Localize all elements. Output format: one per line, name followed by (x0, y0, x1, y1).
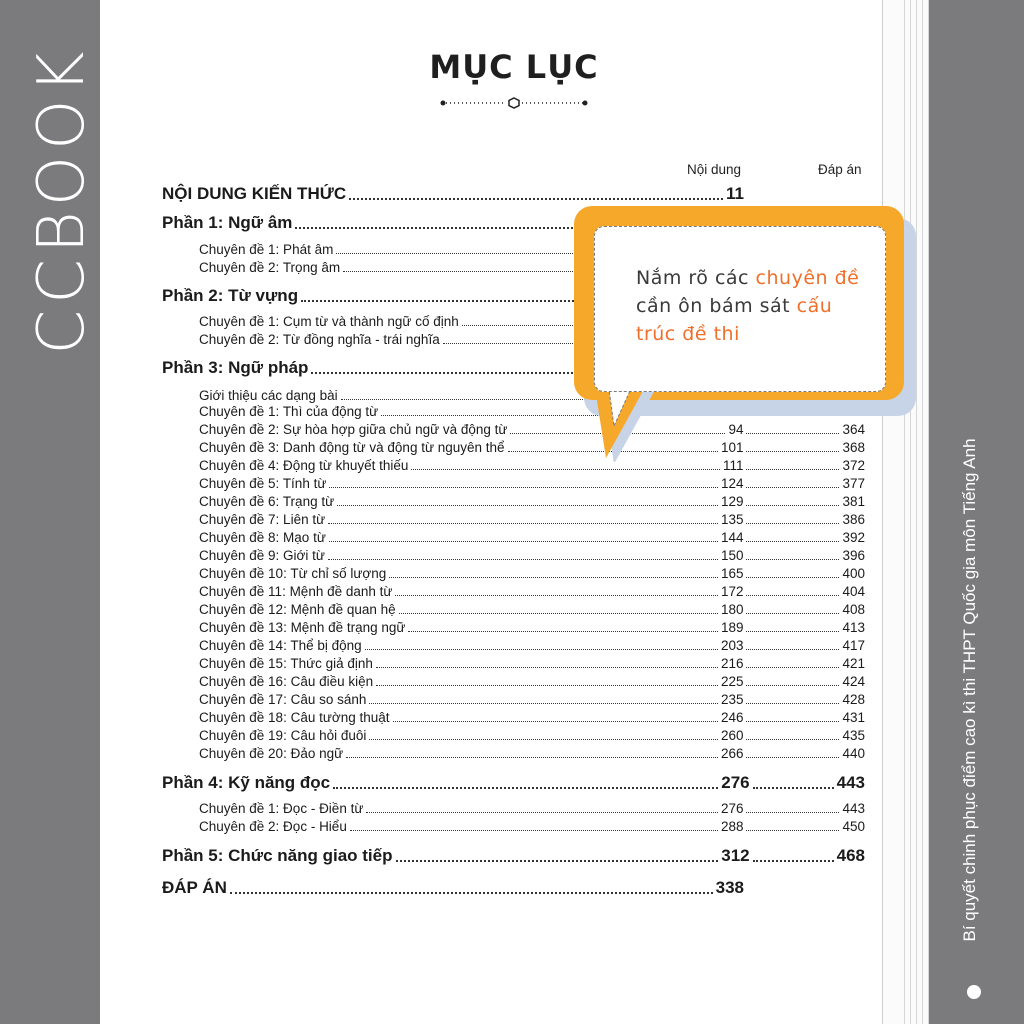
toc-entry-label: Chuyên đề 2: Đọc - Hiểu (199, 819, 347, 834)
callout-tail (588, 382, 678, 462)
dot-leader (746, 649, 839, 650)
toc-entry-label: Chuyên đề 7: Liên từ (199, 512, 326, 527)
toc-answer-page: 396 (842, 548, 865, 563)
dot-leader (746, 812, 839, 813)
toc-content-page: 180 (720, 602, 744, 617)
dot-leader (746, 577, 839, 578)
dot-leader (393, 721, 718, 722)
dot-leader (395, 595, 718, 596)
dot-leader (230, 892, 713, 894)
toc-topic-row[interactable] (199, 602, 865, 617)
dot-leader (399, 613, 718, 614)
tagline-text: Bí quyết chinh phục điểm cao kì thi THPT Quốc gia môn Tiếng Anh (960, 438, 979, 942)
toc-content-page: 150 (720, 548, 744, 563)
dot-leader (746, 469, 839, 470)
toc-answer-page: 468 (836, 846, 865, 865)
toc-topic-row[interactable] (199, 801, 865, 816)
toc-content-page: 216 (720, 656, 744, 671)
toc-topic-row[interactable] (199, 548, 865, 563)
toc-answer-page: 392 (842, 530, 865, 545)
toc-answer-page: 424 (842, 674, 865, 689)
toc-topic-row[interactable] (199, 620, 865, 635)
dot-leader (746, 685, 839, 686)
dot-leader (746, 595, 839, 596)
toc-topic-row[interactable] (199, 819, 865, 834)
toc-entry-label: Chuyên đề 5: Tính từ (199, 476, 327, 491)
toc-entry-label: Chuyên đề 2: Sự hòa hợp giữa chủ ngữ và động từ (199, 422, 508, 437)
dot-leader (746, 613, 839, 614)
toc-topic-row[interactable] (199, 530, 865, 545)
dot-leader (746, 523, 839, 524)
dot-leader (389, 577, 718, 578)
dot-leader (349, 198, 723, 200)
toc-entry-label: Phần 5: Chức năng giao tiếp (162, 846, 393, 865)
toc-section-row[interactable] (162, 878, 744, 898)
toc-topic-row[interactable] (199, 728, 865, 743)
column-header-answer: Đáp án (818, 162, 862, 177)
toc-entry-label: Chuyên đề 1: Đọc - Điền từ (199, 801, 364, 816)
callout-highlight: chuyên đề (755, 267, 860, 289)
toc-answer-page: 428 (842, 692, 865, 707)
toc-content-page: 276 (721, 773, 750, 792)
dot-leader (346, 757, 718, 758)
toc-answer-page: 417 (842, 638, 865, 653)
toc-entry-label: Chuyên đề 6: Trạng từ (199, 494, 335, 509)
toc-entry-label: Chuyên đề 1: Phát âm (199, 242, 334, 257)
dot-leader (365, 649, 718, 650)
toc-entry-label: Chuyên đề 10: Từ chỉ số lượng (199, 566, 387, 581)
toc-content-page: 246 (720, 710, 744, 725)
toc-content-page: 189 (720, 620, 744, 635)
toc-answer-page: 431 (842, 710, 865, 725)
dot-leader (333, 787, 718, 789)
toc-topic-row[interactable] (199, 584, 865, 599)
dot-leader (746, 757, 839, 758)
toc-answer-page: 440 (842, 746, 865, 761)
toc-topic-row[interactable] (199, 710, 865, 725)
dot-leader (746, 487, 839, 488)
toc-answer-page: 404 (842, 584, 865, 599)
dot-leader (369, 739, 718, 740)
toc-answer-page: 381 (842, 494, 865, 509)
toc-content-page: 235 (720, 692, 744, 707)
toc-entry-label: Chuyên đề 2: Từ đồng nghĩa - trái nghĩa (199, 332, 440, 347)
toc-content-page: 135 (720, 512, 744, 527)
dot-leader (396, 860, 719, 862)
toc-topic-row[interactable] (199, 692, 865, 707)
toc-entry-label: Chuyên đề 8: Mạo từ (199, 530, 326, 545)
toc-section-row[interactable] (162, 846, 865, 866)
dot-leader (746, 830, 839, 831)
toc-entry-label: Chuyên đề 3: Danh động từ và động từ nguyên thể (199, 440, 505, 455)
toc-content-page: 312 (721, 846, 750, 865)
dot-leader (328, 559, 718, 560)
dot-leader (411, 469, 720, 470)
toc-entry-label: Chuyên đề 14: Thể bị động (199, 638, 362, 653)
toc-topic-row[interactable] (199, 512, 865, 527)
dot-leader (746, 631, 839, 632)
callout-text (636, 264, 864, 348)
brand-strip (0, 0, 100, 1024)
toc-topic-row[interactable] (199, 440, 865, 455)
dot-leader (376, 685, 718, 686)
dot-leader (408, 631, 718, 632)
toc-entry-label: Giới thiệu các dạng bài (199, 388, 338, 403)
tagline-bullet-icon (967, 985, 981, 999)
dot-leader (329, 541, 718, 542)
toc-answer-page: 413 (842, 620, 865, 635)
toc-content-page: 338 (715, 878, 744, 897)
toc-entry-label: Chuyên đề 15: Thức giả định (199, 656, 373, 671)
dot-leader (746, 559, 839, 560)
toc-answer-page: 368 (842, 440, 865, 455)
toc-answer-page: 364 (842, 422, 865, 437)
toc-entry-label: ĐÁP ÁN (162, 878, 227, 897)
toc-entry-label: Phần 1: Ngữ âm (162, 213, 293, 232)
toc-entry-label: Chuyên đề 1: Thì của động từ (199, 404, 379, 419)
dot-leader (329, 487, 718, 488)
toc-section-row[interactable] (162, 184, 744, 204)
toc-answer-page: 421 (842, 656, 865, 671)
toc-entry-label: Chuyên đề 9: Giới từ (199, 548, 325, 563)
toc-content-page: 11 (726, 184, 744, 203)
toc-entry-label: Chuyên đề 11: Mệnh đề danh từ (199, 584, 393, 599)
toc-topic-row[interactable] (199, 494, 865, 509)
title-ornament-icon (440, 96, 588, 110)
toc-content-page: 203 (720, 638, 744, 653)
toc-content-page: 144 (720, 530, 744, 545)
toc-topic-row[interactable] (199, 674, 865, 689)
toc-content-page: 266 (720, 746, 744, 761)
toc-content-page: 129 (720, 494, 744, 509)
toc-answer-page: 408 (842, 602, 865, 617)
dot-leader (746, 505, 839, 506)
column-header-content: Nội dung (687, 162, 742, 177)
toc-content-page: 288 (720, 819, 744, 834)
toc-topic-row[interactable] (199, 566, 865, 581)
toc-content-page: 124 (720, 476, 744, 491)
callout-text-part: cần ôn bám sát (636, 295, 797, 317)
toc-topic-row[interactable] (199, 746, 865, 761)
toc-answer-page: 450 (842, 819, 865, 834)
toc-topic-row[interactable] (199, 476, 865, 491)
toc-content-page: 94 (728, 422, 744, 437)
toc-entry-label: Chuyên đề 13: Mệnh đề trạng ngữ (199, 620, 406, 635)
toc-content-page: 111 (722, 458, 744, 473)
dot-leader (369, 703, 718, 704)
toc-entry-label: Chuyên đề 16: Câu điều kiện (199, 674, 374, 689)
toc-entry-label: Phần 3: Ngữ pháp (162, 358, 309, 377)
toc-answer-page: 377 (842, 476, 865, 491)
dot-leader (746, 451, 839, 452)
toc-entry-label: NỘI DUNG KIẾN THỨC (162, 184, 347, 203)
brand-logo: CCBOOK (25, 45, 99, 355)
toc-section-row[interactable] (162, 773, 865, 793)
toc-answer-page: 386 (842, 512, 865, 527)
toc-entry-label: Chuyên đề 20: Đảo ngữ (199, 746, 344, 761)
dot-leader (350, 830, 718, 831)
toc-answer-page: 435 (842, 728, 865, 743)
toc-entry-label: Chuyên đề 17: Câu so sánh (199, 692, 367, 707)
toc-topic-row[interactable] (199, 638, 865, 653)
toc-content-page: 101 (720, 440, 744, 455)
toc-entry-label: Phần 2: Từ vựng (162, 286, 299, 305)
toc-entry-label: Chuyên đề 1: Cụm từ và thành ngữ cố định (199, 314, 459, 329)
toc-answer-page: 372 (842, 458, 865, 473)
toc-topic-row[interactable] (199, 458, 865, 473)
dot-leader (366, 812, 718, 813)
toc-content-page: 225 (720, 674, 744, 689)
dot-leader (746, 739, 839, 740)
toc-entry-label: Chuyên đề 4: Động từ khuyết thiếu (199, 458, 409, 473)
dot-leader (746, 703, 839, 704)
dot-leader (328, 523, 718, 524)
dot-leader (376, 667, 718, 668)
toc-entry-label: Chuyên đề 19: Câu hỏi đuôi (199, 728, 367, 743)
toc-entry-label: Chuyên đề 2: Trọng âm (199, 260, 341, 275)
dot-leader (746, 433, 839, 434)
dot-leader (753, 787, 834, 789)
toc-entry-label: Chuyên đề 12: Mệnh đề quan hệ (199, 602, 396, 617)
toc-entry-label: Phần 4: Kỹ năng đọc (162, 773, 331, 792)
toc-content-page: 172 (720, 584, 744, 599)
dot-leader (746, 667, 839, 668)
toc-answer-page: 443 (842, 801, 865, 816)
dot-leader (753, 860, 834, 862)
page-title: MỤC LỤC (429, 48, 599, 86)
toc-content-page: 165 (720, 566, 744, 581)
toc-topic-row[interactable] (199, 422, 865, 437)
toc-content-page: 276 (720, 801, 744, 816)
dot-leader (337, 505, 718, 506)
toc-content-page: 260 (720, 728, 744, 743)
toc-answer-page: 400 (842, 566, 865, 581)
dot-leader (746, 721, 839, 722)
toc-answer-page: 443 (836, 773, 865, 792)
dot-leader (746, 541, 839, 542)
callout-highlight: cấu trúc đề thi (636, 295, 833, 345)
callout-text-part: Nắm rõ các (636, 267, 756, 289)
toc-entry-label: Chuyên đề 18: Câu tường thuật (199, 710, 390, 725)
toc-topic-row[interactable] (199, 656, 865, 671)
